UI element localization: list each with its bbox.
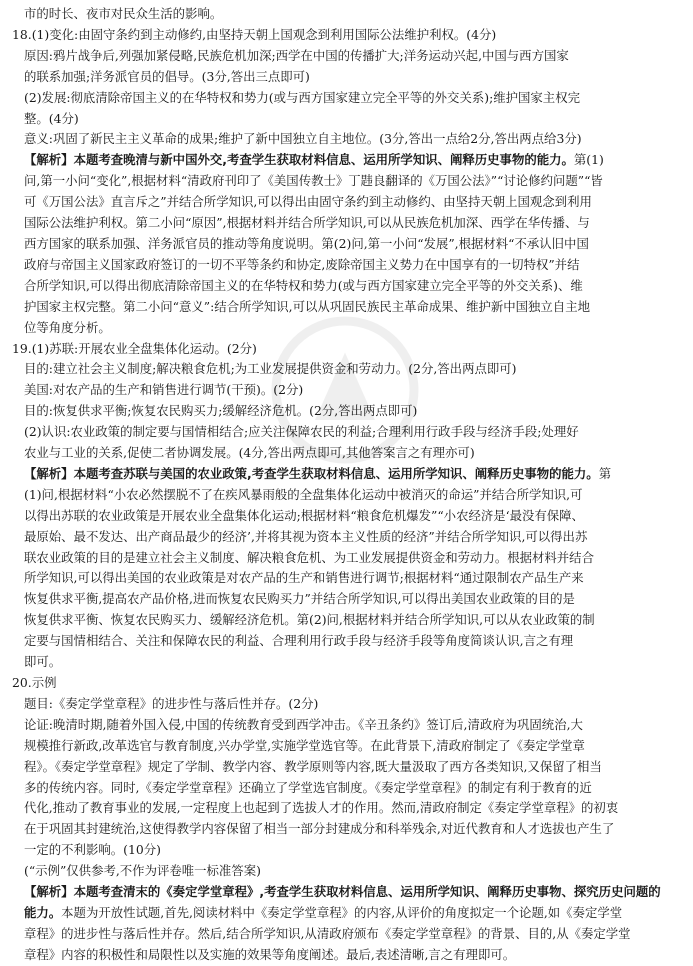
text-line (12, 276, 681, 297)
text-line (12, 527, 681, 548)
analysis-tag: 【解析】 (24, 884, 74, 900)
text-line (12, 25, 681, 46)
text-line (12, 109, 681, 130)
text-line (12, 255, 681, 276)
text-line (12, 422, 681, 443)
line-text: 原因:鸦片战争后,列强加紧侵略,民族危机加深;西学在中国的传播扩大;洋务运动兴起,中国与西方国家 (24, 47, 569, 63)
line-text: 合所学知识,可以得出彻底清除帝国主义的在华特权和势力(或与西方国家建立完全平等的外交关系)、维 (24, 277, 583, 293)
text-line (12, 4, 681, 25)
text-line (12, 192, 681, 213)
text-line (12, 882, 681, 903)
text-line (12, 318, 681, 339)
text-line (12, 46, 681, 67)
line-text: 规模推行新政,改革选官与教育制度,兴办学堂,实施学堂选官等。在此背景下,清政府制定了《奏定学堂章 (24, 737, 585, 753)
text-line (12, 924, 681, 945)
line-text: 第(1) (573, 152, 604, 168)
text-line (12, 464, 681, 485)
line-text: 护国家主权完整。第二小问“意义”:结合所学知识,可以从巩固民族民主革命成果、维护新中国独立自主地 (24, 298, 590, 314)
text-line (12, 673, 681, 694)
text-line (12, 840, 681, 861)
line-text: 以得出苏联的农业政策是开展农业全盘集体化运动;根据材料“粮食危机爆发”“小农经济是‘最没有保障、 (24, 507, 584, 523)
text-line (12, 88, 681, 109)
text-line (12, 778, 681, 799)
line-text: 可《万国公法》直言斥之”并结合所学知识,可以得出由固守条约到主动修约、由坚持天朝上国观念到利用 (24, 194, 592, 210)
text-line (12, 945, 681, 966)
line-text: 即可。 (24, 654, 62, 670)
text-line (12, 339, 681, 360)
line-text: (2)发展:彻底清除帝国主义的在华特权和势力(或与西方国家建立完全平等的外交关系);维护国家主权完 (24, 89, 580, 105)
text-line (12, 485, 681, 506)
line-text: 论证:晚清时期,随着外国入侵,中国的传统教育受到西学冲击。《辛丑条约》签订后,清政府为巩固统治,大 (24, 716, 583, 732)
text-line (12, 903, 681, 924)
text-line (12, 568, 681, 589)
line-text: 19.(1)苏联:开展农业全盘集体化运动。(2分) (12, 340, 257, 356)
analysis-tag: 【解析】 (24, 152, 74, 168)
line-text: 国际公法维护利权。第二小问“原因”,根据材料并结合所学知识,可以从民族危机加深、西学在华传播、与 (24, 215, 590, 231)
text-line (12, 631, 681, 652)
text-line (12, 401, 681, 422)
text-line (12, 694, 681, 715)
line-text: 本题为开放性试题,首先,阅读材料中《奏定学堂章程》的内容,从评价的角度拟定一个论题,如《奏定学堂 (61, 904, 623, 920)
line-text: 政府与帝国主义国家政府签订的一切不平等条约和协定,废除帝国主义势力在中国享有的一切特权”并结 (24, 256, 580, 272)
line-text: 多的传统内容。同时,《奏定学堂章程》还确立了学堂选官制度。《奏定学堂章程》的制定有利于教育的近 (24, 779, 592, 795)
line-text: 问,第一小问“变化”,根据材料“清政府刊印了《美国传教士》丁韪良翻译的《万国公法》”“讨论修约问题”“皆 (24, 173, 603, 189)
line-text: 市的时长、夜市对民众生活的影响。 (24, 6, 223, 21)
text-line (12, 150, 681, 171)
analysis-heading: 本题考查晚清与新中国外交,考查学生获取材料信息、运用所学知识、阐释历史事物的能力。 (73, 152, 574, 168)
line-text: 意义:巩固了新民主主义革命的成果;维护了新中国独立自主地位。(3分,答出一点给2分,答出两点给3分) (24, 131, 582, 147)
analysis-heading: 能力。 (24, 904, 62, 920)
text-line (12, 715, 681, 736)
text-line (12, 652, 681, 673)
line-text: (2)认识:农业政策的制定要与国情相结合;应关注保障农民的利益;合理利用行政手段与经济手段;处理好 (24, 424, 579, 440)
text-line (12, 798, 681, 819)
text-line (12, 380, 681, 401)
line-text: 18.(1)变化:由固守条约到主动修约,由坚持天朝上国观念到利用国际公法维护利权。(4分) (12, 26, 497, 42)
text-line (12, 610, 681, 631)
line-text: 恢复供求平衡,提高农产品价格,进而恢复农民购买力”并结合所学知识,可以得出美国农业政策的目的是 (24, 591, 575, 607)
line-text: 联农业政策的目的是建立社会主义制度、解决粮食危机、为工业发展提供资金和劳动力。根据材料并结合 (24, 549, 594, 565)
text-line (12, 861, 681, 882)
line-text: 一定的不利影响。(10分) (24, 842, 161, 858)
text-line (12, 67, 681, 88)
analysis-heading: 本题考查苏联与美国的农业政策,考查学生获取材料信息、运用所学知识、阐释历史事物的能力。 (73, 465, 599, 481)
line-text: 西方国家的联系加强、洋务派官员的推动等角度说明。第(2)问,第一小问“发展”,根据材料“不承认旧中国 (24, 235, 589, 251)
text-line (12, 589, 681, 610)
analysis-tag: 【解析】 (24, 465, 74, 481)
text-line (12, 359, 681, 380)
text-line (12, 297, 681, 318)
text-line (12, 129, 681, 150)
line-text: 20.示例 (12, 675, 57, 690)
text-line (12, 171, 681, 192)
line-text: 目的:恢复供求平衡;恢复农民购买力;缓解经济危机。(2分,答出两点即可) (24, 403, 418, 419)
line-text: 章程》内容的积极性和局限性以及实施的效果等角度阐述。最后,表述清晰,言之有理即可。 (24, 946, 516, 962)
text-line (12, 443, 681, 464)
line-text: 在于巩固其封建统治,这使得教学内容保留了相当一部分封建成分和科举残余,对近代教育和人才选拔也产生了 (24, 821, 615, 837)
line-text: 程》。《奏定学堂章程》规定了学制、教学内容、教学原则等内容,既大量汲取了西方各类知识,又保留了相当 (24, 758, 602, 774)
text-line (12, 234, 681, 255)
line-text: 代化,推动了教育事业的发展,一定程度上也起到了选拔人才的作用。然而,清政府制定《奏定学堂章程》的初衷 (24, 800, 619, 816)
line-text: (1)问,根据材料“小农必然摆脱不了在疾风暴雨般的全盘集体化运动中被消灭的命运”并结合所学知识,可 (24, 486, 583, 502)
line-text: 农业与工业的关系,促使二者协调发展。(4分,答出两点即可,其他答案言之有理亦可) (24, 445, 475, 461)
line-text: 最原始、最不发达、出产商品最少的经济’,并将其视为资本主义性质的经济”并结合所学知识,可以得出苏 (24, 528, 588, 544)
text-line (12, 506, 681, 527)
line-text: 位等角度分析。 (24, 319, 111, 335)
line-text: 恢复供求平衡、恢复农民购买力、缓解经济危机。第(2)问,根据材料并结合所学知识,可以从农业政策的制 (24, 612, 595, 628)
text-line (12, 736, 681, 757)
line-text: 第 (598, 465, 612, 481)
answer-text-block (12, 4, 681, 966)
text-line (12, 819, 681, 840)
line-text: 章程》的进步性与落后性并存。然后,结合所学知识,从清政府颁布《奏定学堂章程》的背景、目的,从《奏定学堂 (24, 925, 631, 941)
text-line (12, 213, 681, 234)
line-text: 美国:对农产品的生产和销售进行调节(干预)。(2分) (24, 382, 304, 398)
analysis-heading: 本题考查清末的《奏定学堂章程》,考查学生获取材料信息、运用所学知识、阐释历史事物、探究历史问题的 (73, 884, 661, 900)
text-line (12, 548, 681, 569)
line-text: 目的:建立社会主义制度;解决粮食危机;为工业发展提供资金和劳动力。(2分,答出两点即可) (24, 361, 517, 377)
line-text: (“示例”仅供参考,不作为评卷唯一标准答案) (24, 863, 261, 879)
line-text: 所学知识,可以得出美国的农业政策是对农产品的生产和销售进行调节;根据材料“通过限制农产品生产来 (24, 570, 584, 586)
line-text: 题目:《奏定学堂章程》的进步性与落后性并存。(2分) (24, 695, 319, 711)
line-text: 的联系加强;洋务派官员的倡导。(3分,答出三点即可) (24, 68, 310, 84)
line-text: 整。(4分) (24, 110, 79, 126)
text-line (12, 757, 681, 778)
line-text: 定要与国情相结合、关注和保障农民的利益、合理利用行政手段与经济手段等角度简谈认识,言之有理 (24, 633, 574, 649)
